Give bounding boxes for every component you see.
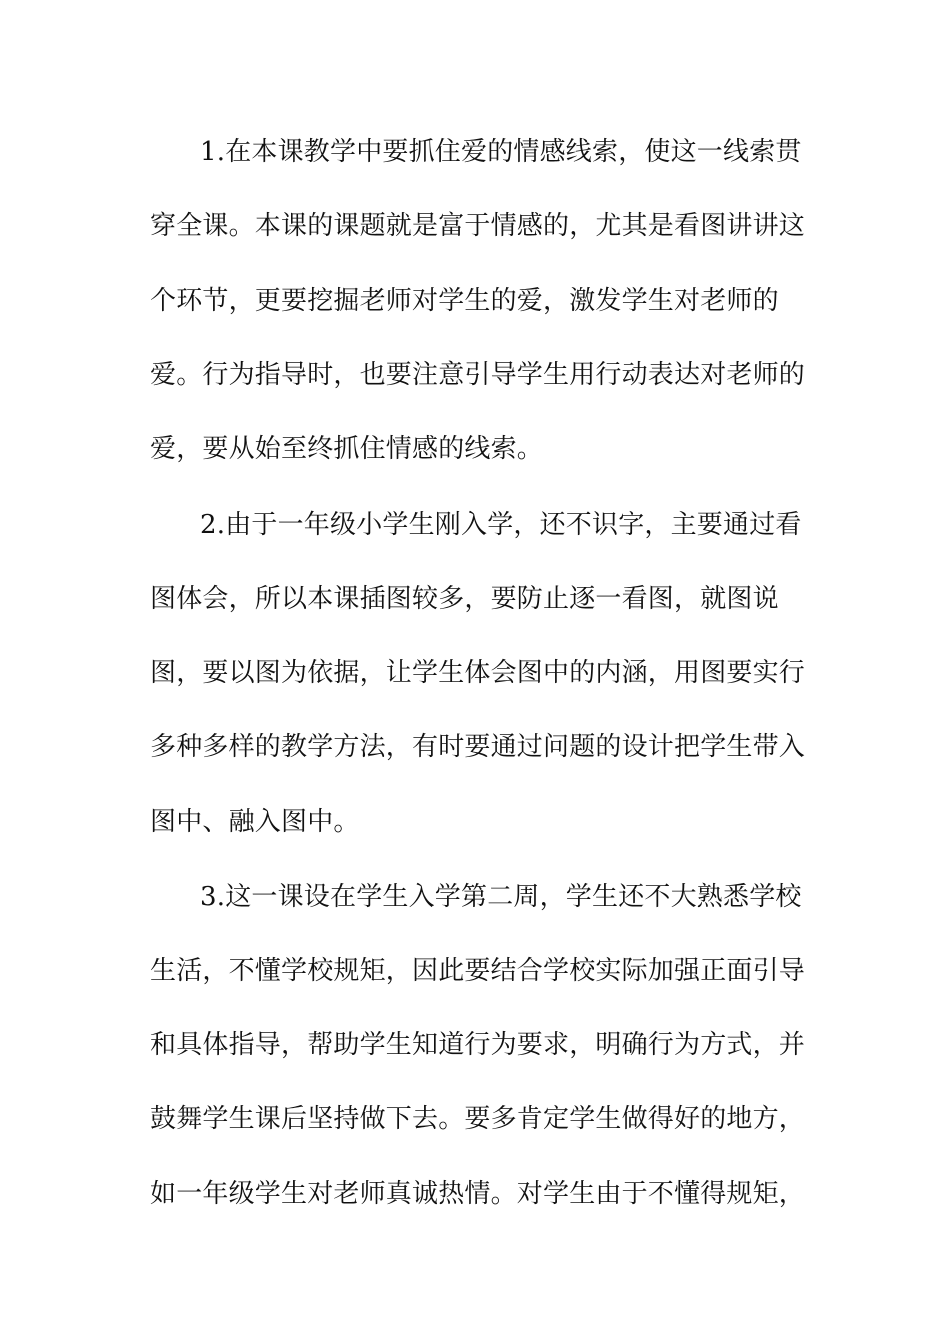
text-line: 爱。行为指导时，也要注意引导学生用行动表达对老师的 bbox=[150, 360, 806, 390]
text-line: 图，要以图为依据，让学生体会图中的内涵，用图要实行 bbox=[150, 658, 806, 688]
text-line: 个环节，更要挖掘老师对学生的爱，激发学生对老师的 bbox=[150, 286, 779, 316]
text-line: 1.在本课教学中要抓住爱的情感线索，使这一线索贯 bbox=[200, 137, 802, 167]
text-line: 生活，不懂学校规矩，因此要结合学校实际加强正面引导 bbox=[150, 956, 806, 986]
text-line: 3.这一课设在学生入学第二周，学生还不大熟悉学校 bbox=[200, 882, 802, 912]
text-line: 和具体指导，帮助学生知道行为要求，明确行为方式，并 bbox=[150, 1030, 806, 1060]
text-line: 如一年级学生对老师真诚热情。对学生由于不懂得规矩， bbox=[150, 1179, 806, 1209]
text-line: 穿全课。本课的课题就是富于情感的，尤其是看图讲讲这 bbox=[150, 211, 806, 241]
text-line: 图中、融入图中。 bbox=[150, 807, 360, 837]
text-line: 爱，要从始至终抓住情感的线索。 bbox=[150, 434, 544, 464]
text-line: 2.由于一年级小学生刚入学，还不识字，主要通过看 bbox=[200, 510, 802, 540]
text-line: 多种多样的教学方法，有时要通过问题的设计把学生带入 bbox=[150, 732, 806, 762]
text-line: 鼓舞学生课后坚持做下去。要多肯定学生做得好的地方， bbox=[150, 1104, 806, 1134]
text-line: 图体会，所以本课插图较多，要防止逐一看图，就图说 bbox=[150, 584, 779, 614]
